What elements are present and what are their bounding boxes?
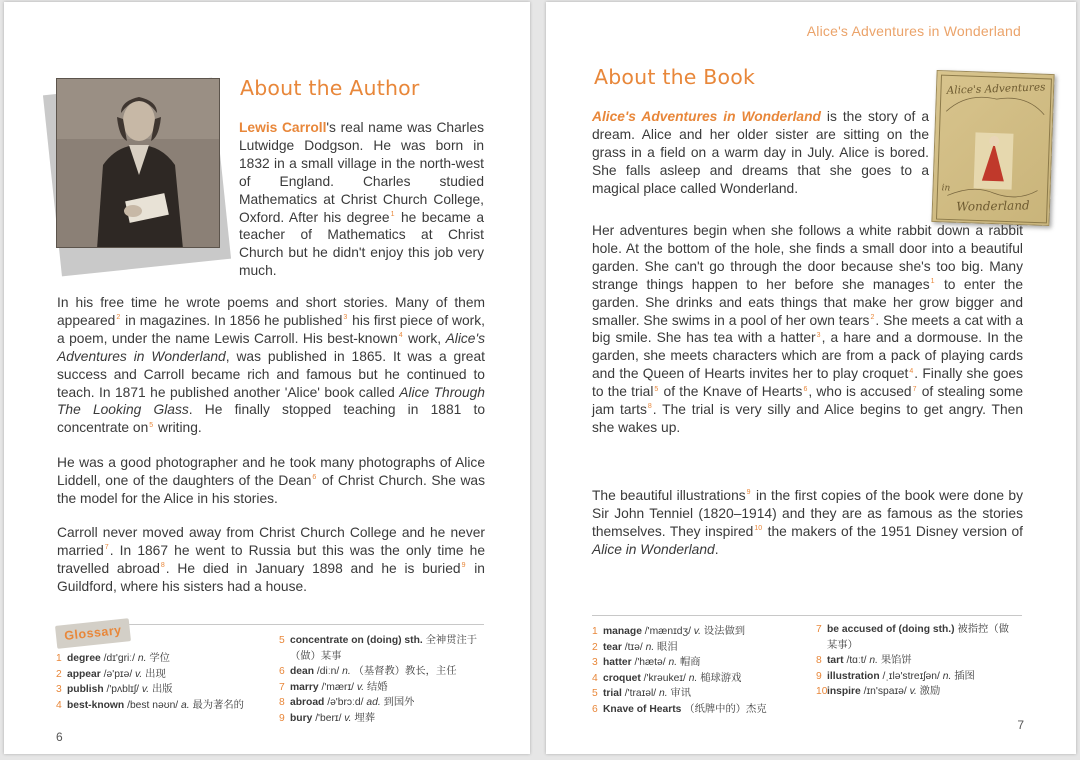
glossary-word: illustration bbox=[827, 670, 880, 682]
glossary-word: publish bbox=[67, 684, 104, 695]
footnote-ref: 5 bbox=[654, 385, 659, 393]
glossary-number: 1 bbox=[56, 653, 62, 664]
glossary-translation: 最为著名的 bbox=[189, 699, 244, 711]
glossary-item bbox=[279, 680, 477, 696]
text-run: of the Knave of Hearts bbox=[659, 384, 803, 400]
book-title-highlight: Alice's Adventures in Wonderland bbox=[592, 109, 821, 124]
glossary-word: manage bbox=[603, 626, 642, 637]
intro-text: 's real name was Charles Lutwidge Dodgson. He was born in 1832 in a small village in the north-west of England. Charles studied Mathematics at Christ Church College, Oxford. After his degree bbox=[239, 120, 484, 225]
glossary-number: 3 bbox=[592, 657, 598, 668]
glossary-phonetic: /'mærɪ/ bbox=[318, 681, 355, 693]
glossary-word: bury bbox=[290, 712, 313, 724]
glossary-part-of-speech: n. bbox=[642, 641, 655, 653]
glossary-number: 5 bbox=[279, 635, 285, 646]
glossary-phonetic: /ə'brɔːd/ bbox=[324, 697, 364, 708]
glossary-part-of-speech: n. bbox=[339, 666, 351, 677]
glossary-item bbox=[279, 711, 477, 727]
text-run: of Christ Church. She was the model for the Alice in his stories. bbox=[57, 472, 485, 506]
glossary-translation: 插图 bbox=[951, 670, 975, 682]
text-run: . Finally she goes to the trial bbox=[592, 366, 1023, 400]
footnote-ref: 8 bbox=[160, 562, 165, 570]
footnote-ref: 6 bbox=[803, 385, 808, 393]
text-run: . He finally stopped teaching in 1881 to concentrate on bbox=[57, 402, 485, 436]
text-run: He was a good photographer and he took many photographs of Alice Liddell, one of the daughters of the Dean bbox=[57, 455, 485, 488]
page-number: 6 bbox=[56, 730, 63, 744]
glossary-translation: 埋葬 bbox=[351, 712, 376, 724]
glossary-word: dean bbox=[290, 666, 315, 677]
text-run: Carroll never moved away from Christ Church College and he never married bbox=[57, 525, 485, 558]
glossary-item bbox=[592, 702, 767, 718]
glossary-phonetic: /'hætə/ bbox=[631, 657, 666, 668]
glossary-translation: 设法做到 bbox=[701, 626, 746, 637]
glossary-number: 2 bbox=[56, 668, 62, 680]
glossary-part-of-speech: a. bbox=[178, 699, 190, 711]
glossary-translation: 槌球游戏 bbox=[697, 672, 742, 684]
footnote-ref: 4 bbox=[398, 332, 403, 340]
footnote-ref: 3 bbox=[343, 314, 348, 322]
glossary-phonetic: /diːn/ bbox=[314, 666, 340, 677]
page-title: About the Book bbox=[594, 65, 756, 89]
footnote-ref: 1 bbox=[930, 278, 935, 286]
glossary-tag bbox=[55, 618, 131, 649]
author-photo bbox=[42, 68, 220, 273]
page-number: 7 bbox=[1017, 718, 1024, 732]
footnote-ref: 8 bbox=[647, 403, 652, 411]
glossary-word: abroad bbox=[290, 697, 325, 708]
glossary-word: appear bbox=[67, 668, 101, 680]
glossary-number: 9 bbox=[816, 670, 822, 682]
text-run: . She meets a cat with a big smile. She has tea with a hatter bbox=[592, 312, 1023, 346]
footnote-ref: 2 bbox=[870, 313, 875, 321]
glossary-number: 7 bbox=[816, 624, 822, 635]
glossary-word: Knave of Hearts bbox=[603, 703, 682, 715]
glossary-translation: （纸牌中的）杰克 bbox=[681, 703, 767, 715]
glossary-number: 5 bbox=[592, 688, 598, 699]
glossary-phonetic: /'pʌblɪʃ/ bbox=[103, 684, 139, 695]
book-title: Alice Through The Looking Glass bbox=[57, 384, 485, 418]
glossary-part-of-speech: v. bbox=[132, 668, 143, 680]
footnote-ref: 4 bbox=[909, 367, 914, 375]
glossary-number: 7 bbox=[279, 681, 285, 693]
glossary-translation: 学位 bbox=[146, 653, 170, 664]
glossary-word: tart bbox=[827, 655, 844, 666]
glossary-word: degree bbox=[67, 653, 101, 664]
right-page bbox=[546, 2, 1076, 754]
glossary-translation: 出现 bbox=[142, 668, 166, 680]
text-run: . bbox=[714, 541, 719, 557]
glossary-translation: 眼泪 bbox=[654, 641, 678, 653]
text-run: to enter the garden. She drinks and eats things that make her grow bigger and smaller. She swims in a pool of her own tears bbox=[592, 276, 1024, 328]
glossary-translation: 出版 bbox=[149, 684, 173, 695]
glossary-item bbox=[56, 651, 244, 667]
glossary-word: marry bbox=[290, 681, 319, 693]
glossary-word: best-known bbox=[67, 699, 125, 711]
glossary-translation: 果馅饼 bbox=[877, 655, 912, 666]
text-run: , who is accused bbox=[808, 384, 912, 400]
glossary-number: 8 bbox=[816, 655, 822, 666]
glossary-phonetic: /tɪə/ bbox=[621, 641, 643, 653]
glossary-translation: 结婚 bbox=[364, 681, 388, 693]
text-run: is the story of a dream. Alice and her older sister are sitting on the grass in a field on a warm day in July. Alice is bored. She falls asleep and dreams that she goes to a magical place called Wonderland. bbox=[592, 109, 930, 196]
text-run: , a hare and a dormouse. In the garden, she meets characters which are from a pack of playing cards and the Queen of Hearts invites her to play croquet bbox=[592, 330, 1023, 382]
left-page bbox=[4, 2, 530, 754]
glossary-translation: 到国外 bbox=[380, 697, 415, 708]
book-cover-subtitle: Wonderland bbox=[956, 198, 1030, 214]
footnote-ref: 5 bbox=[149, 421, 154, 429]
text-run: in magazines. In 1856 he published bbox=[121, 312, 343, 328]
glossary-part-of-speech: ad. bbox=[363, 697, 381, 708]
glossary-item bbox=[592, 624, 767, 640]
glossary-translation: 帽商 bbox=[677, 657, 701, 668]
glossary-part-of-speech: v. bbox=[690, 626, 702, 637]
text-run: The beautiful illustrations bbox=[592, 488, 746, 503]
page-title: About the Author bbox=[240, 76, 420, 100]
glossary-word: inspire bbox=[827, 686, 861, 697]
glossary-phonetic: /tɑːt/ bbox=[843, 655, 867, 666]
text-run: . In 1867 he went to Russia but this was the only time he travelled abroad bbox=[57, 542, 485, 576]
glossary-divider bbox=[592, 615, 1022, 616]
text-run: , was published in 1865. It was a great success and Carroll became rich and famous but he continued to teach. In 1871 he published another 'Alice' book called bbox=[57, 348, 485, 400]
glossary-item bbox=[279, 649, 477, 665]
book-title: Alice's Adventures in Wonderland bbox=[57, 330, 485, 364]
glossary-phonetic: /'berɪ/ bbox=[312, 712, 342, 724]
glossary-list-1 bbox=[56, 651, 244, 713]
glossary-item bbox=[816, 638, 1009, 654]
text-run: . The trial is very silly and Alice begins to get angry. Then she wakes up. bbox=[592, 402, 1023, 435]
book-paragraph-3 bbox=[592, 487, 1023, 559]
glossary-item bbox=[816, 669, 1009, 685]
text-run: of stealing some jam tarts bbox=[592, 384, 1023, 418]
glossary-phonetic: /dɪ'griː/ bbox=[100, 653, 136, 664]
glossary-item bbox=[56, 667, 244, 683]
glossary-item bbox=[279, 633, 477, 649]
text-run: Her adventures begin when she follows a white rabbit down a rabbit hole. At the bottom of the hole, she finds a small door into a beautiful garden. She can't go through the door because she's too big. Many strange things happen to her before she manages bbox=[592, 223, 1023, 292]
glossary-number: 10 bbox=[816, 686, 828, 697]
glossary-item bbox=[279, 664, 477, 680]
paragraph-4 bbox=[57, 524, 485, 596]
running-head: Alice's Adventures in Wonderland bbox=[806, 23, 1021, 39]
glossary-translation: 被指控（做 bbox=[954, 624, 1009, 635]
glossary-item bbox=[592, 686, 767, 702]
glossary-word: concentrate on (doing) sth. bbox=[290, 635, 423, 646]
paragraph-3 bbox=[57, 454, 485, 508]
glossary-list-2 bbox=[816, 622, 1009, 700]
footnote-ref: 2 bbox=[116, 314, 121, 322]
footnote-ref: 1 bbox=[390, 210, 395, 218]
glossary-part-of-speech: n. bbox=[685, 672, 698, 684]
book-cover-title: Alice's Adventures bbox=[946, 81, 1046, 97]
paragraph-2 bbox=[57, 294, 485, 437]
glossary-translation: 全神贯注于 bbox=[422, 635, 478, 646]
glossary-item bbox=[56, 698, 244, 714]
glossary-item bbox=[592, 655, 767, 671]
glossary-word: tear bbox=[603, 641, 622, 653]
glossary-part-of-speech: n. bbox=[135, 653, 147, 664]
glossary-item bbox=[592, 640, 767, 656]
book-intro-paragraph bbox=[592, 108, 929, 198]
glossary-number: 8 bbox=[279, 697, 285, 708]
glossary-item bbox=[816, 684, 1009, 700]
glossary-word: croquet bbox=[603, 672, 641, 684]
glossary-number: 6 bbox=[279, 666, 285, 677]
text-run: the makers of the 1951 Disney version of bbox=[763, 523, 1023, 539]
glossary-translation: （做）某事 bbox=[290, 650, 342, 662]
glossary-number: 4 bbox=[592, 672, 598, 684]
glossary-word: hatter bbox=[603, 657, 632, 668]
text-run: In his free time he wrote poems and short stories. Many of them appeared bbox=[57, 295, 485, 328]
glossary-number: 6 bbox=[592, 703, 598, 715]
glossary-list-2 bbox=[279, 633, 477, 726]
film-title: Alice in Wonderland bbox=[592, 541, 715, 557]
footnote-ref: 7 bbox=[912, 385, 917, 393]
book-cover-image bbox=[931, 70, 1054, 226]
intro-paragraph bbox=[239, 119, 484, 280]
text-run: in the first copies of the book were done by Sir John Tenniel (1820–1914) and they are as famous as the stories themselves. They inspired bbox=[592, 488, 1023, 539]
glossary-translation: （基督教）教长，主任 bbox=[350, 666, 457, 677]
glossary-list-1 bbox=[592, 624, 767, 717]
glossary-item bbox=[816, 653, 1009, 669]
glossary-translation: 激励 bbox=[916, 686, 941, 697]
glossary-number: 2 bbox=[592, 641, 598, 653]
glossary-word: trial bbox=[603, 688, 622, 699]
author-portrait bbox=[56, 78, 220, 248]
book-cover-in: in bbox=[941, 183, 951, 194]
text-run: writing. bbox=[154, 420, 202, 436]
portrait-drawing bbox=[57, 79, 220, 248]
glossary-item bbox=[279, 695, 477, 711]
glossary-number: 9 bbox=[279, 712, 285, 724]
footnote-ref: 3 bbox=[816, 331, 821, 339]
text-run: work, bbox=[403, 330, 446, 346]
glossary-part-of-speech: v. bbox=[354, 681, 365, 693]
glossary-number: 1 bbox=[592, 626, 598, 637]
intro-text-2: he became a teacher of Mathematics at Christ Church but he didn't enjoy this job very much. bbox=[239, 209, 484, 279]
author-name: Lewis Carroll bbox=[239, 120, 327, 135]
glossary-number: 3 bbox=[56, 684, 62, 695]
text-run: in Guildford, where his sisters had a house. bbox=[57, 560, 485, 594]
glossary-part-of-speech: v. bbox=[139, 684, 150, 695]
glossary-phonetic: /ˌɪlə'streɪʃən/ bbox=[879, 670, 940, 682]
footnote-ref: 10 bbox=[754, 525, 763, 533]
glossary-part-of-speech: n. bbox=[656, 688, 668, 699]
glossary-phonetic: /best nəʊn/ bbox=[124, 699, 179, 711]
glossary-number: 4 bbox=[56, 699, 62, 711]
footnote-ref: 9 bbox=[746, 489, 751, 497]
glossary-translation: 某事） bbox=[827, 639, 858, 651]
glossary-phonetic: /'krəukeɪ/ bbox=[640, 672, 686, 684]
book-paragraph-2 bbox=[592, 222, 1023, 437]
glossary-item bbox=[592, 671, 767, 687]
text-run: his first piece of work, a poem, under the name Lewis Carroll. His best-known bbox=[57, 312, 485, 346]
text-run: . He died in January 1898 and he is buried bbox=[165, 560, 461, 576]
glossary-part-of-speech: v. bbox=[341, 712, 352, 724]
glossary-phonetic: /ə'pɪə/ bbox=[100, 668, 133, 680]
glossary-item bbox=[816, 622, 1009, 638]
glossary-translation: 审讯 bbox=[667, 688, 692, 699]
glossary-phonetic: /'traɪəl/ bbox=[621, 688, 657, 699]
glossary-part-of-speech: n. bbox=[866, 655, 878, 666]
footnote-ref: 6 bbox=[312, 474, 317, 482]
glossary-part-of-speech: n. bbox=[939, 670, 952, 682]
glossary-label: Glossary bbox=[63, 623, 123, 643]
glossary-divider bbox=[124, 624, 484, 625]
glossary-word: be accused of (doing sth.) bbox=[827, 624, 955, 635]
glossary-item bbox=[56, 682, 244, 698]
glossary-part-of-speech: v. bbox=[906, 686, 917, 697]
footnote-ref: 9 bbox=[461, 562, 466, 570]
glossary-phonetic: /ɪn'spaɪə/ bbox=[860, 686, 907, 697]
footnote-ref: 7 bbox=[104, 544, 109, 552]
glossary-part-of-speech: n. bbox=[665, 657, 678, 668]
glossary-phonetic: /'mænɪdʒ/ bbox=[641, 626, 691, 637]
